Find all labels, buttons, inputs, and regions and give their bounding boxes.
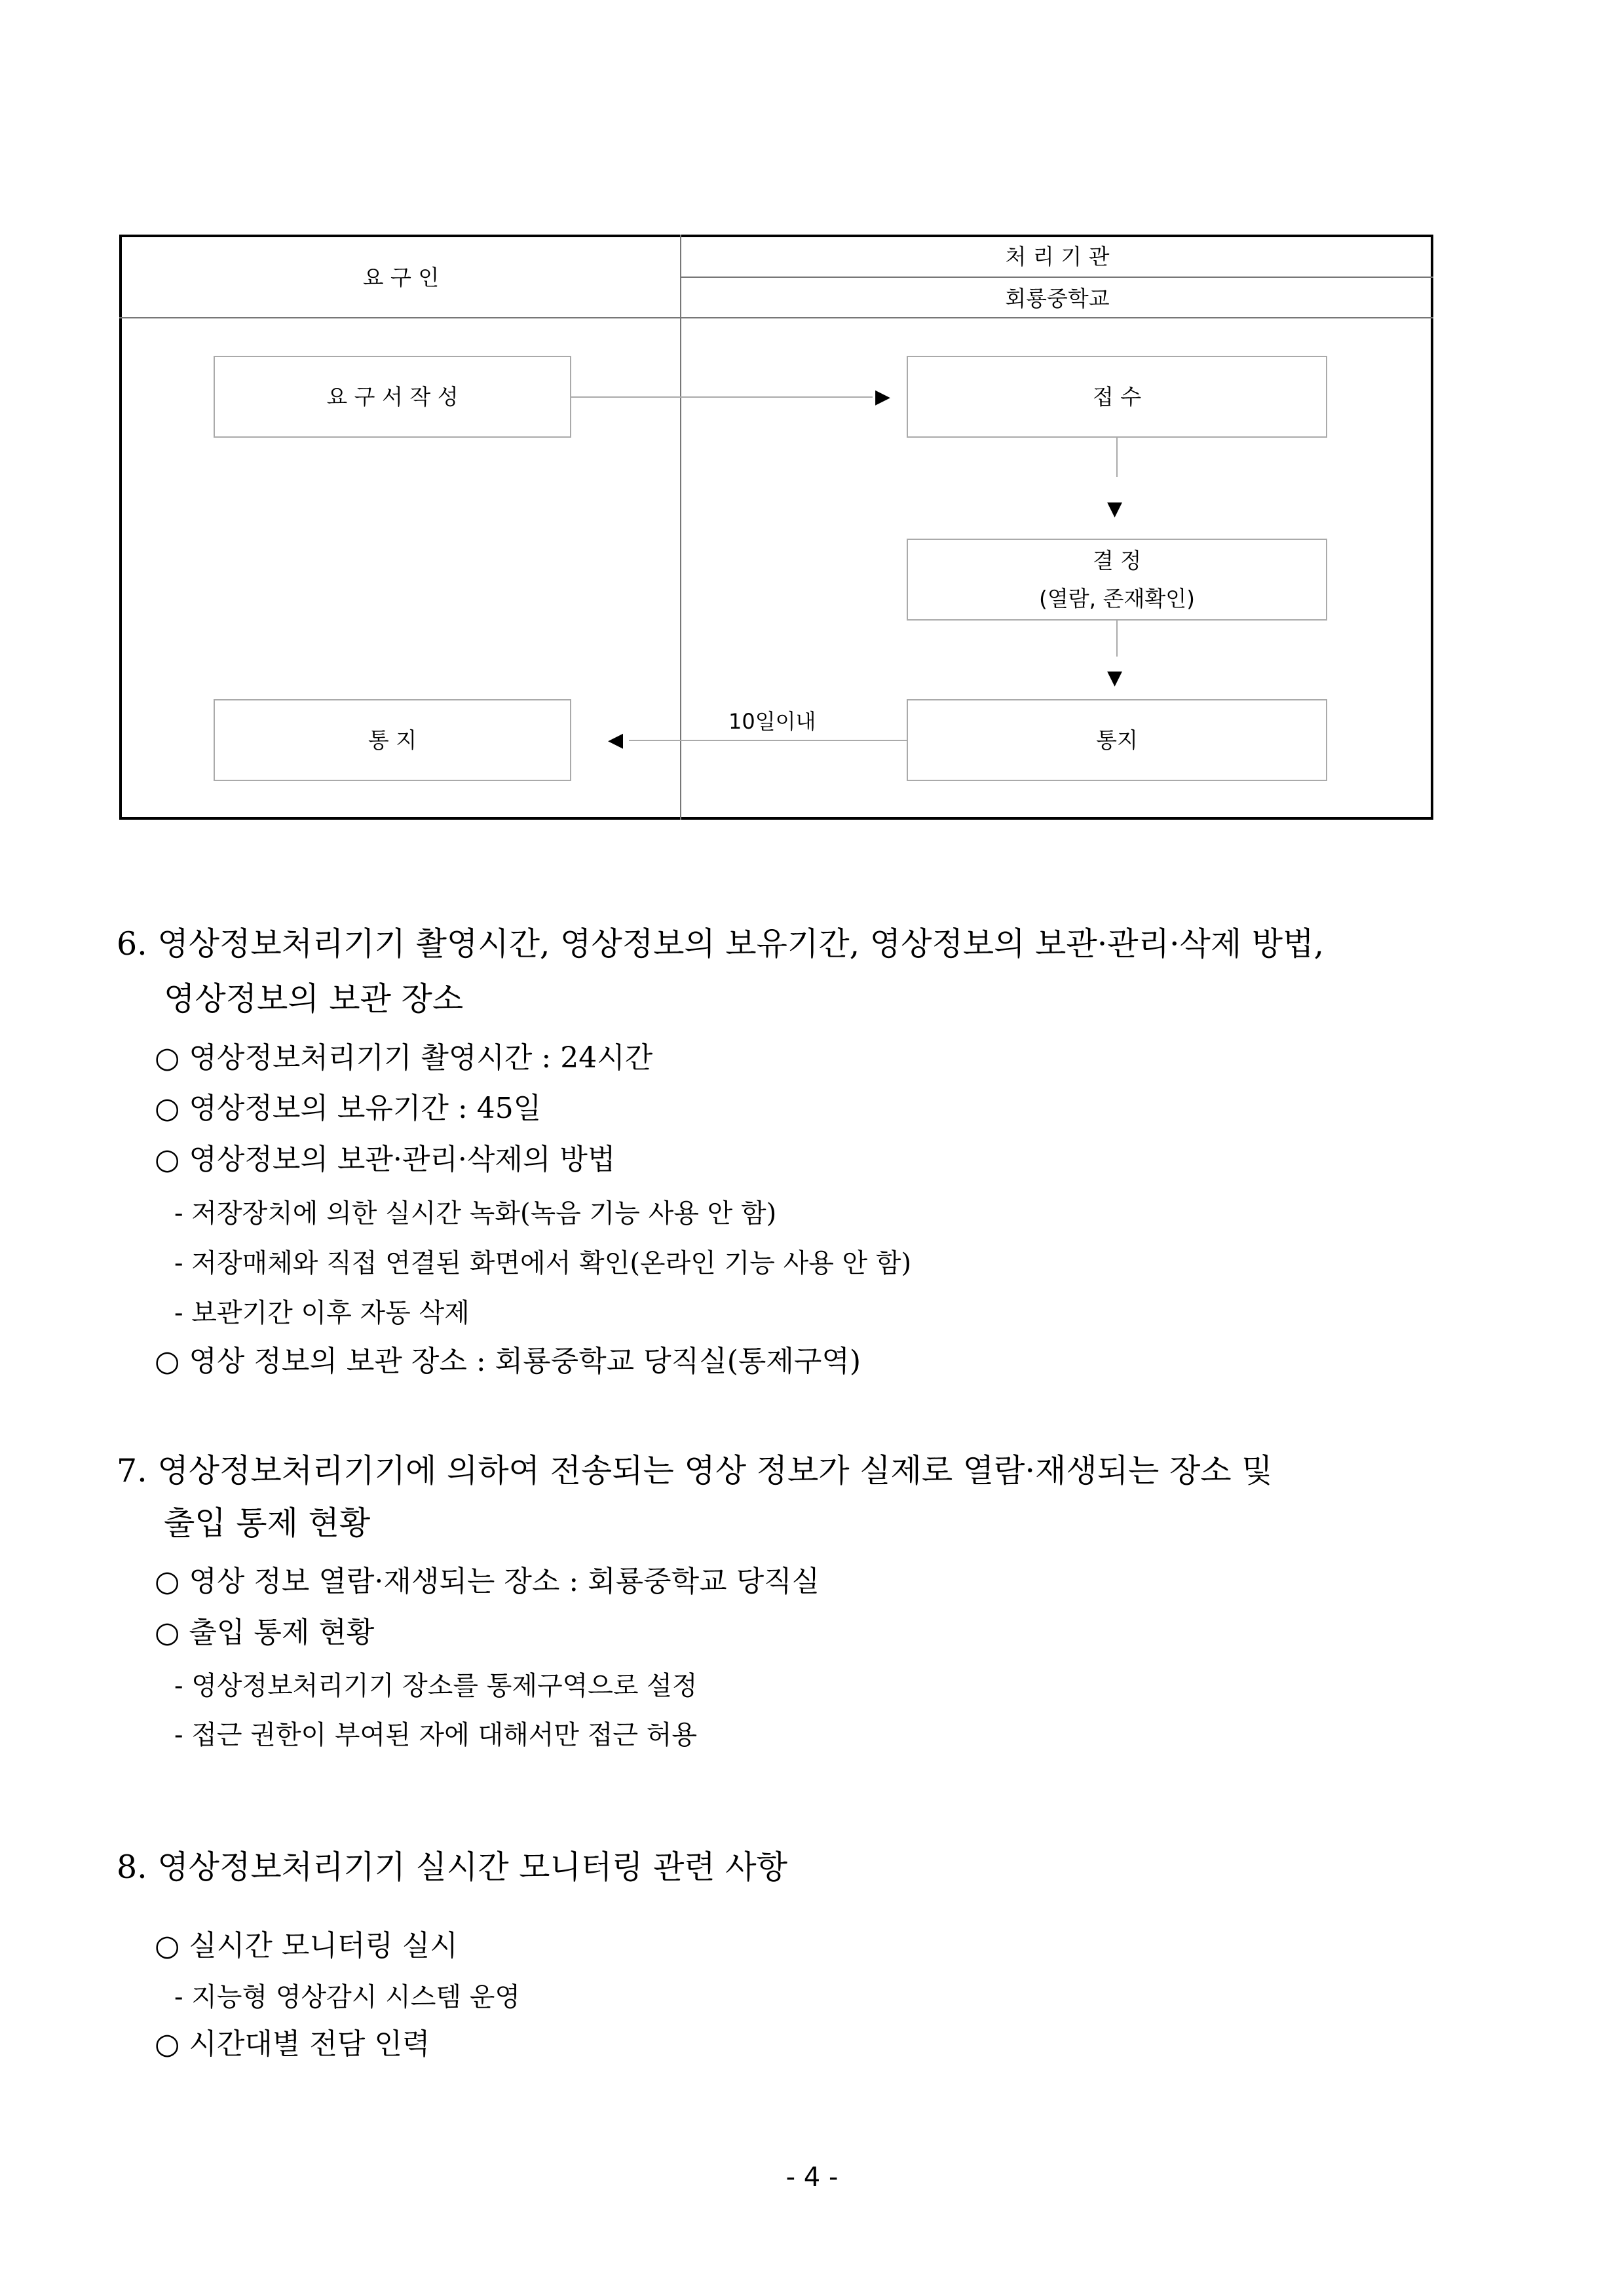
- section6-bullet-retention: ○ 영상정보의 보유기간 : 45일: [155, 1092, 542, 1125]
- arrow-down-icon: ▼: [1107, 666, 1123, 689]
- arrow-right-icon: ▶: [875, 385, 891, 408]
- section6-heading: 6. 영상정보처리기기 촬영시간, 영상정보의 보유기간, 영상정보의 보관·관리·삭제 방법,: [117, 925, 1325, 963]
- section8-bullet-monitoring: ○ 실시간 모니터링 실시: [155, 1929, 458, 1962]
- arrow-decision-to-notify-line: [1116, 621, 1118, 657]
- deadline-label: 10일이내: [728, 709, 816, 734]
- section6-bullet-recording-time: ○ 영상정보처리기기 촬영시간 : 24시간: [155, 1041, 653, 1075]
- node-request-writing-label: 요 구 서 작 성: [326, 383, 459, 410]
- node-decision: [907, 539, 1327, 621]
- arrow-left-icon: ◀: [608, 729, 624, 752]
- node-receive: [907, 356, 1327, 438]
- section8-heading: 8. 영상정보처리기기 실시간 모니터링 관련 사항: [117, 1848, 787, 1886]
- section7-bullet-viewing-place: ○ 영상 정보 열람·재생되는 장소 : 회룡중학교 당직실: [155, 1565, 820, 1598]
- node-decision-sublabel: (열람, 존재확인): [1039, 585, 1195, 611]
- column-divider: [680, 235, 681, 820]
- section8-bullet-dedicated-staff: ○ 시간대별 전담 인력: [155, 2027, 430, 2061]
- subheader-divider: [680, 277, 1433, 278]
- header-divider: [119, 317, 1433, 318]
- section6-bullet-methods: ○ 영상정보의 보관·관리·삭제의 방법: [155, 1143, 616, 1176]
- page-number: - 4 -: [785, 2162, 839, 2192]
- section6-heading-cont: 영상정보의 보관 장소: [164, 980, 464, 1018]
- requester-column-header: 요 구 인: [362, 265, 440, 290]
- node-decision-label: 결 정: [1092, 547, 1142, 573]
- section6-dash-direct-screen: - 저장매체와 직접 연결된 화면에서 확인(온라인 기능 사용 안 함): [174, 1248, 912, 1278]
- section6-bullet-storage-place: ○ 영상 정보의 보관 장소 : 회룡중학교 당직실(통제구역): [155, 1345, 861, 1378]
- section7-bullet-access-control: ○ 출입 통제 현황: [155, 1616, 375, 1649]
- arrow-down-icon: ▼: [1107, 497, 1123, 520]
- section6-dash-realtime-recording: - 저장장치에 의한 실시간 녹화(녹음 기능 사용 안 함): [174, 1198, 777, 1229]
- node-notify-processor: [907, 699, 1327, 781]
- arrow-receive-to-decision-line: [1116, 438, 1118, 477]
- section7-heading-cont: 출입 통제 현황: [164, 1504, 371, 1542]
- arrow-notify-to-requester-line: [629, 740, 907, 741]
- section6-dash-auto-delete: - 보관기간 이후 자동 삭제: [174, 1298, 470, 1328]
- section7-dash-restricted-area: - 영상정보처리기기 장소를 통제구역으로 설정: [174, 1671, 698, 1701]
- node-receive-label: 접 수: [1092, 383, 1142, 410]
- node-notify-processor-label: 통지: [1096, 727, 1138, 753]
- section8-dash-intelligent-system: - 지능형 영상감시 시스템 운영: [174, 1982, 521, 2012]
- node-notify-requester: [214, 699, 571, 781]
- node-request-writing: [214, 356, 571, 438]
- section7-dash-authorized-only: - 접근 권한이 부여된 자에 대해서만 접근 허용: [174, 1720, 698, 1750]
- processor-name: 회룡중학교: [1005, 286, 1110, 311]
- node-notify-requester-label: 통 지: [368, 727, 417, 753]
- processor-column-header: 처 리 기 관: [1005, 244, 1110, 269]
- section7-heading: 7. 영상정보처리기기에 의하여 전송되는 영상 정보가 실제로 열람·재생되는 장소 및: [117, 1452, 1273, 1489]
- arrow-request-to-receive-line: [571, 396, 873, 398]
